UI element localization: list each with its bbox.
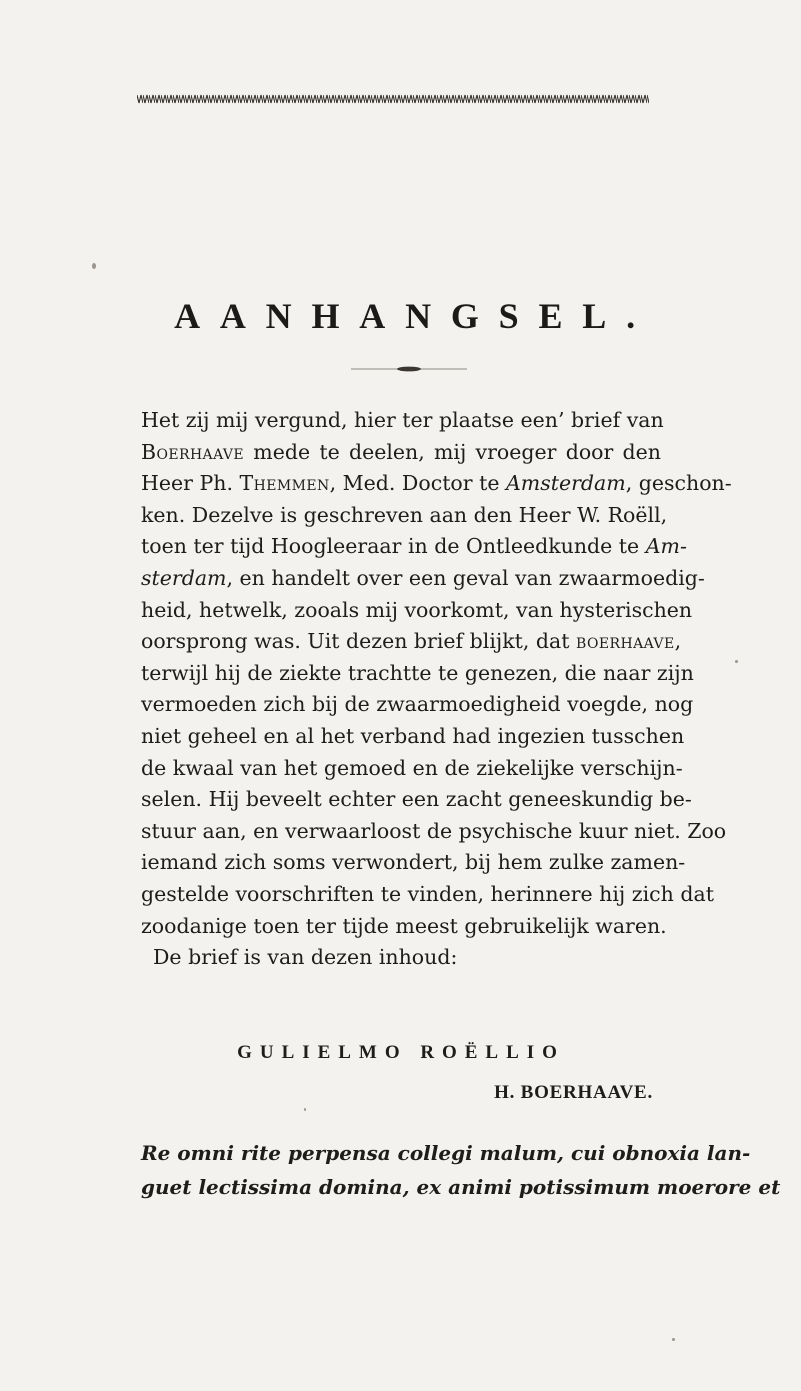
- text-line: toen ter tijd Hoogleeraar in de Ontleedkunde te Am-: [141, 534, 687, 559]
- text-line: heid, hetwelk, zooals mij voorkomt, van hysterischen: [141, 597, 693, 622]
- text-line: ken. Dezelve is geschreven aan den Heer W. Roëll,: [141, 502, 668, 527]
- text-line: Heer Ph. Themmen, Med. Doctor te Amsterdam, geschon-: [141, 471, 732, 496]
- text-line: terwijl hij de ziekte trachtte te genezen, die naar zijn: [141, 660, 694, 685]
- person-name-smallcaps: Themmen: [239, 471, 330, 496]
- author-name-smallcaps: Boerhaave: [141, 439, 245, 464]
- text-line: iemand zich soms verwondert, bij hem zulke zamen-: [141, 850, 686, 875]
- text-line: gestelde voorschriften te vinden, herinnere hij zich dat: [141, 881, 714, 906]
- place-name-italic: sterdam: [141, 565, 227, 590]
- text-line: vermoeden zich bij de zwaarmoedigheid voegde, nog: [141, 692, 694, 717]
- decorative-divider-icon: [351, 365, 467, 373]
- body-paragraph: [141, 405, 732, 974]
- author-name-smallcaps: boerhaave: [576, 629, 675, 654]
- header-ornament-rule: [137, 93, 649, 105]
- paper-speck: [92, 263, 96, 269]
- paper-speck: [735, 660, 738, 663]
- page-title: AANHANGSEL.: [174, 296, 655, 336]
- paper-speck: [304, 1108, 306, 1111]
- ornament-pattern-icon: [137, 93, 649, 105]
- text-line: Het zij mij vergund, hier ter plaatse een’ brief van: [141, 408, 664, 432]
- paper-speck: [672, 1338, 675, 1341]
- place-name-italic: Amsterdam: [505, 471, 626, 496]
- text-line: selen. Hij beveelt echter een zacht geneeskundig be-: [141, 787, 692, 812]
- text-line: sterdam, en handelt over een geval van zwaarmoedig-: [141, 565, 705, 590]
- text-line: de kwaal van het gemoed en de ziekelijke verschijn-: [141, 755, 683, 780]
- text-line: niet geheel en al het verband had ingezien tusschen: [141, 723, 685, 748]
- text-line: stuur aan, en verwaarloost de psychische kuur niet. Zoo: [141, 818, 727, 843]
- text-line: zoodanige toen ter tijde meest gebruikelijk waren.: [141, 913, 667, 938]
- place-name-italic: Am-: [645, 534, 687, 559]
- latin-letter-text: [141, 1136, 781, 1204]
- text-line: De brief is van dezen inhoud:: [153, 945, 458, 970]
- letter-author: H. BOERHAAVE.: [494, 1082, 653, 1103]
- text-line: guet lectissima domina, ex animi potissimum moerore et: [141, 1175, 781, 1199]
- text-line: Re omni rite perpensa collegi malum, cui obnoxia lan-: [141, 1141, 751, 1165]
- text-line: oorsprong was. Uit dezen brief blijkt, dat boerhaave,: [141, 629, 682, 654]
- text-line: Boerhaave mede te deelen, mij vroeger door den: [141, 439, 661, 464]
- letter-addressee: GULIELMO ROËLLIO: [237, 1042, 565, 1063]
